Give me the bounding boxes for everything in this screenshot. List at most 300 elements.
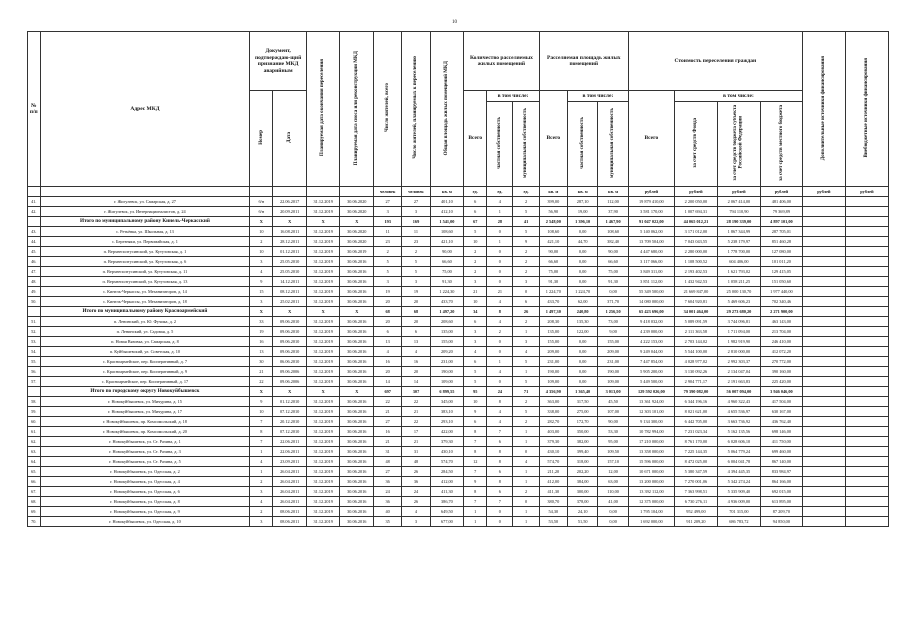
row-value	[802, 357, 845, 367]
row-value: 2	[513, 317, 539, 327]
row-value: 12,00	[598, 467, 628, 477]
row-value: 2	[513, 267, 539, 277]
row-value: 10	[464, 237, 487, 247]
row-value	[845, 517, 888, 527]
row-value: 380,70	[539, 497, 567, 507]
row-value: 4 222 153,00	[628, 337, 674, 347]
row-value: 6	[487, 467, 513, 477]
row-value: 5	[513, 227, 539, 237]
row-address: г. Новокуйбышевск, ул. Ст. Разина, д. 3	[40, 447, 250, 457]
row-value: 952 499,00	[674, 507, 717, 517]
row-value: 0	[513, 497, 539, 507]
row-value: 14.12.2011	[273, 277, 307, 287]
row-number: 57.	[28, 377, 41, 387]
row-address: г. Новокуйбышевск, пр. Комсомольский, д. 20	[40, 427, 250, 437]
row-value	[845, 407, 888, 417]
row-value: 0,00	[567, 377, 597, 387]
row-value: 53,30	[598, 427, 628, 437]
row-value: 16	[402, 357, 430, 367]
row-value: 1 224,30	[430, 287, 464, 297]
row-value: 44 065 012,21	[674, 217, 717, 227]
table-row	[28, 497, 889, 507]
row-value: 31.12.2019	[306, 327, 340, 337]
table-row	[28, 467, 889, 477]
row-value: 697	[374, 387, 402, 397]
row-value: 1 497,20	[430, 307, 464, 317]
row-number: 49.	[28, 287, 41, 297]
row-value: 36	[374, 497, 402, 507]
row-number: 53.	[28, 337, 41, 347]
row-address: с. Красноармейское, пер. Кооперативный, д. 17	[40, 377, 250, 387]
row-value: 20	[374, 317, 402, 327]
row-value: 209,00	[598, 347, 628, 357]
row-value	[802, 207, 845, 217]
row-value: 5	[464, 367, 487, 377]
row-value: 0	[513, 287, 539, 297]
row-value: 4 028 977,02	[674, 357, 717, 367]
row-value: 2 271 900,00	[760, 307, 802, 317]
row-value: 3 851 112,00	[628, 277, 674, 287]
row-value: 345,00	[430, 397, 464, 407]
row-value: 9 418 032,00	[628, 317, 674, 327]
row-value: 2	[513, 197, 539, 207]
row-value: 4	[487, 417, 513, 427]
table-row	[28, 397, 889, 407]
row-value: 27	[374, 417, 402, 427]
row-value: 0	[487, 267, 513, 277]
table-row	[28, 207, 889, 217]
row-value: 1	[513, 437, 539, 447]
table-row	[28, 287, 889, 297]
row-value: 403,00	[539, 427, 567, 437]
row-value: 411,30	[430, 487, 464, 497]
unit-cell: кв. м	[598, 187, 628, 197]
row-value: б/н	[250, 207, 273, 217]
row-value	[845, 297, 888, 307]
row-value: 151 050,60	[760, 277, 802, 287]
row-value: 0,00	[567, 357, 597, 367]
row-value: 44,70	[567, 237, 597, 247]
unit-cell	[306, 187, 340, 197]
row-value	[802, 437, 845, 447]
row-value: 8	[464, 447, 487, 457]
row-value: 157,10	[598, 457, 628, 467]
row-value: 3	[250, 517, 273, 527]
row-value: 10 782 994,00	[628, 427, 674, 437]
header-count-municipal: муниципальная собственность	[523, 107, 529, 178]
row-value: 1 224,70	[539, 287, 567, 297]
row-value	[802, 227, 845, 237]
unit-cell: рублей	[674, 187, 717, 197]
row-value: 7	[464, 437, 487, 447]
row-value: 318,00	[567, 457, 597, 467]
row-value	[845, 457, 888, 467]
row-value: 1 778 700,00	[717, 247, 760, 257]
row-value: 19,00	[567, 207, 597, 217]
row-value: 3	[464, 277, 487, 287]
row-value: 2 992 303,37	[717, 357, 760, 367]
unit-cell	[28, 187, 41, 197]
table-row	[28, 437, 889, 447]
row-value: 26.04.2011	[273, 487, 307, 497]
row-value: X	[250, 387, 273, 397]
row-value: 698 146,00	[760, 427, 802, 437]
row-value: 29 273 680,20	[717, 307, 760, 317]
row-value	[802, 457, 845, 467]
row-value	[802, 497, 845, 507]
row-value: 23	[374, 237, 402, 247]
row-value: 30.06.2016	[340, 507, 374, 517]
row-value: 122,00	[567, 327, 597, 337]
row-value: 21	[374, 437, 402, 447]
row-address: г. Новокуйбышевск, ул. Одесская, д. 2	[40, 467, 250, 477]
row-value: 3	[250, 297, 273, 307]
row-value: 209,20	[430, 347, 464, 357]
row-value: 4 239 000,00	[628, 327, 674, 337]
table-row	[28, 427, 889, 437]
row-value: 13 361 924,00	[628, 397, 674, 407]
row-value: 5 342 274,24	[717, 477, 760, 487]
row-value: 65 423 696,00	[628, 307, 674, 317]
units-row	[28, 187, 889, 197]
row-address: Итого по муниципальному району Кинель-Черкасский	[40, 217, 250, 227]
row-value: 5	[374, 267, 402, 277]
row-value: 0,00	[567, 277, 597, 287]
header-cost-incl: в том числе:	[674, 91, 802, 102]
row-value: 2 193 402,53	[674, 267, 717, 277]
row-value: 91,30	[430, 277, 464, 287]
table-row	[28, 247, 889, 257]
table-row	[28, 277, 889, 287]
unit-cell	[340, 187, 374, 197]
row-value	[845, 307, 888, 317]
row-value	[802, 247, 845, 257]
row-value: 08.06.2011	[273, 507, 307, 517]
row-value: X	[273, 217, 307, 227]
unit-cell: ед.	[487, 187, 513, 197]
row-value: 20.09.2011	[273, 207, 307, 217]
header-area-private: частная собственность	[579, 116, 585, 169]
table-row	[28, 337, 889, 347]
row-value: 73,00	[598, 317, 628, 327]
row-value: 107,00	[598, 407, 628, 417]
row-value: 911 209,20	[674, 517, 717, 527]
header-planned-demolition: Планируемая дата сноса или реконструкции МКД	[354, 50, 359, 165]
row-value: 284,50	[430, 467, 464, 477]
row-value: 1	[513, 327, 539, 337]
row-value	[845, 397, 888, 407]
row-value: 240,80	[567, 307, 597, 317]
row-address: п. Верхнеполтусинский, ул. Кутузовская, д. 11	[40, 267, 250, 277]
row-value: 574,70	[539, 457, 567, 467]
row-value: 702 340,46	[760, 297, 802, 307]
row-value: 0,00	[567, 337, 597, 347]
row-value: 30.06.2016	[340, 287, 374, 297]
row-value: 31.12.2019	[306, 237, 340, 247]
row-value: 12	[464, 457, 487, 467]
row-value: 27	[374, 197, 402, 207]
unit-cell: рублей	[802, 187, 845, 197]
row-value: 1	[487, 357, 513, 367]
row-value: 31.12.2019	[306, 497, 340, 507]
row-value: 31.12.2019	[306, 267, 340, 277]
row-value: 0,00	[567, 347, 597, 357]
row-value: 26.04.2011	[273, 467, 307, 477]
row-value: 95,00	[598, 437, 628, 447]
row-value: 19	[250, 327, 273, 337]
row-value: 6	[487, 437, 513, 447]
row-address: г. Жигулевск, ул. Интернационалистов, д. 24	[40, 207, 250, 217]
row-value: 604 406,00	[717, 257, 760, 267]
row-value	[802, 257, 845, 267]
table-row	[28, 317, 889, 327]
row-number: 66.	[28, 477, 41, 487]
row-value: 3	[250, 487, 273, 497]
row-value: 31.12.2019	[306, 207, 340, 217]
row-value: 30.06.2016	[340, 417, 374, 427]
header-budget-local: за счет средств местного бюджета	[778, 104, 784, 181]
row-value: 41,00	[598, 497, 628, 507]
row-value: 110,00	[598, 487, 628, 497]
row-value: 30.06.2016	[340, 337, 374, 347]
row-value: X	[250, 217, 273, 227]
row-value: 30.06.2016	[340, 367, 374, 377]
table-row	[28, 477, 889, 487]
row-value: 8	[487, 457, 513, 467]
row-value: 0	[487, 507, 513, 517]
row-value: 5	[513, 357, 539, 367]
row-value: 4	[250, 267, 273, 277]
row-value: 701 315,00	[717, 507, 760, 517]
row-value: 31.12.2019	[306, 297, 340, 307]
row-value: 190,00	[598, 367, 628, 377]
row-value: 68	[374, 307, 402, 317]
row-value: 6	[402, 327, 430, 337]
row-value: 0	[487, 337, 513, 347]
row-value: 01.12.2011	[273, 247, 307, 257]
row-number: 58.	[28, 397, 41, 407]
row-value: 382,00	[567, 437, 597, 447]
row-value: 4 897 101,00	[760, 217, 802, 227]
row-value: 14 080 000,00	[628, 297, 674, 307]
row-value: 30.06.2016	[340, 477, 374, 487]
row-address: г. Новокуйбышевск, ул. Одесская, д. 9	[40, 507, 250, 517]
row-value: 25.02.2011	[273, 297, 307, 307]
row-value: 1 256,50	[598, 307, 628, 317]
row-value: 31.12.2019	[306, 197, 340, 207]
row-value: 1 977 440,00	[760, 287, 802, 297]
row-value: 3	[464, 337, 487, 347]
row-value: 2	[374, 247, 402, 257]
row-value: 6 730 276,11	[674, 497, 717, 507]
row-value: 22	[402, 417, 430, 427]
row-address: г. Новокуйбышевск, ул. Мичурина, д. 15	[40, 397, 250, 407]
row-value: 4	[487, 317, 513, 327]
row-value: 2	[464, 257, 487, 267]
row-value: 5 544 100,00	[674, 347, 717, 357]
row-value	[845, 477, 888, 487]
row-number: 59.	[28, 407, 41, 417]
row-value: 30.06.2020	[340, 197, 374, 207]
row-value: 0,00	[567, 227, 597, 237]
row-value: 5	[513, 207, 539, 217]
row-value: 01.12.2010	[273, 397, 307, 407]
row-value: 26	[402, 467, 430, 477]
row-value	[845, 497, 888, 507]
row-value: 1 692 000,00	[628, 517, 674, 527]
row-value: 22.06.2011	[273, 437, 307, 447]
row-value: 379,30	[430, 437, 464, 447]
row-value	[802, 377, 845, 387]
row-value: 24	[402, 487, 430, 497]
row-value: 24	[374, 487, 402, 497]
row-value	[845, 487, 888, 497]
row-value: 4 447 680,00	[628, 247, 674, 257]
row-value: 28 190 339,00	[717, 217, 760, 227]
row-address: г. Новокуйбышевск, ул. Одесская, д. 10	[40, 517, 250, 527]
row-value: 13	[250, 347, 273, 357]
row-value: 5	[402, 257, 430, 267]
row-value: 1	[513, 367, 539, 377]
row-value: 16	[374, 427, 402, 437]
row-value: 30.06.2016	[340, 427, 374, 437]
row-value: 31.12.2019	[306, 467, 340, 477]
row-value: 129 592 026,00	[628, 387, 674, 397]
row-value: 8	[250, 427, 273, 437]
row-value: 0	[487, 377, 513, 387]
row-address: п. Верхнеполтусинский, ул. Кутузовская, д. 13	[40, 277, 250, 287]
row-value	[845, 437, 888, 447]
row-value: 5 238 179,97	[717, 237, 760, 247]
table-row	[28, 267, 889, 277]
row-value: 412,00	[430, 477, 464, 487]
unit-cell	[273, 187, 307, 197]
row-value: 3	[513, 337, 539, 347]
row-value: 3	[513, 277, 539, 287]
row-value: 22.06.2017	[273, 197, 307, 207]
row-value: 3 744 096,81	[717, 317, 760, 327]
row-value: X	[340, 387, 374, 397]
row-value: 864 166,00	[760, 477, 802, 487]
row-value: 27	[374, 467, 402, 477]
row-value: 34 001 464,00	[674, 307, 717, 317]
row-value: 649,50	[430, 507, 464, 517]
row-value: 75,00	[430, 267, 464, 277]
unit-cell: кв. м	[430, 187, 464, 197]
row-value: 412 072,20	[760, 347, 802, 357]
row-number: 64.	[28, 457, 41, 467]
row-value: 384,00	[567, 477, 597, 487]
row-value	[802, 287, 845, 297]
row-value: 4	[402, 507, 430, 517]
table-row	[28, 327, 889, 337]
unit-cell	[250, 187, 273, 197]
row-value: 07.12.2010	[273, 407, 307, 417]
row-value: 90,00	[598, 247, 628, 257]
row-value: 109,00	[430, 377, 464, 387]
table-row	[28, 367, 889, 377]
row-value: 3 171 012,00	[674, 227, 717, 237]
row-value: 90,00	[430, 247, 464, 257]
row-value: 75,00	[539, 267, 567, 277]
row-value: 1	[513, 477, 539, 487]
row-number: 42.	[28, 207, 41, 217]
row-value: 10	[250, 227, 273, 237]
header-address: Адрес МКД	[40, 32, 250, 187]
row-value: 30.06.2016	[340, 397, 374, 407]
row-value: 677,00	[430, 517, 464, 527]
row-value: 21	[402, 407, 430, 417]
row-value: 5	[513, 407, 539, 417]
row-value: 4	[487, 367, 513, 377]
header-doc-number: Номер	[258, 129, 264, 145]
row-value: 09.06.2010	[273, 317, 307, 327]
row-value: 867 140,00	[760, 457, 802, 467]
row-number: 44.	[28, 237, 41, 247]
row-value: 5 162 135,56	[717, 427, 760, 437]
row-value: X	[273, 387, 307, 397]
row-value: 7 604 920,81	[674, 297, 717, 307]
row-value: 1	[513, 517, 539, 527]
row-value: 5	[464, 377, 487, 387]
row-value: 9	[513, 237, 539, 247]
row-address: п. Ленинский, ул. Ю. Фучика, д. 2	[40, 317, 250, 327]
row-value: 8 021 621,00	[674, 407, 717, 417]
header-num: № п/п	[28, 32, 41, 187]
row-value: 21	[402, 437, 430, 447]
row-value: 231,00	[430, 357, 464, 367]
row-value: 48	[402, 457, 430, 467]
row-value: 0	[487, 227, 513, 237]
row-value: 0,00	[567, 247, 597, 257]
row-value: 3 130 092,26	[674, 367, 717, 377]
row-value: 22.06.2011	[273, 447, 307, 457]
row-value: 463 143,00	[760, 317, 802, 327]
unit-cell: рублей	[845, 187, 888, 197]
row-value	[845, 337, 888, 347]
row-value: 833 984,97	[760, 467, 802, 477]
row-value: 20	[402, 367, 430, 377]
row-value: 127 080,00	[760, 247, 802, 257]
row-value: X	[340, 307, 374, 317]
row-value	[845, 417, 888, 427]
row-value: 30.06.2016	[340, 317, 374, 327]
row-value: 0	[513, 447, 539, 457]
row-value: 5 469 606,23	[717, 297, 760, 307]
row-value	[802, 237, 845, 247]
row-address: г. Новокуйбышевск, ул. Одесская, д. 4	[40, 477, 250, 487]
row-number: 50.	[28, 297, 41, 307]
unit-cell	[40, 187, 250, 197]
row-value: 1 497,30	[539, 307, 567, 317]
row-value: 7	[464, 467, 487, 477]
row-value: 2 904 771,17	[674, 377, 717, 387]
row-value: 5 380 347,59	[674, 467, 717, 477]
row-value: 417 504,00	[760, 397, 802, 407]
row-value: 30.06.2016	[340, 447, 374, 457]
row-value: 30.06.2016	[340, 497, 374, 507]
header-count-group: Количество расселяемых жилых помещений	[464, 32, 539, 91]
row-address: г. Жигулевск, ул. Самарская, д. 27	[40, 197, 250, 207]
row-value: 8	[464, 487, 487, 497]
row-value: 0,00	[598, 507, 628, 517]
row-value: 23	[402, 237, 430, 247]
row-value: 30.06.2016	[340, 277, 374, 287]
row-value: 300,00	[567, 487, 597, 497]
row-value: 5 064 779,24	[717, 447, 760, 457]
row-value	[802, 397, 845, 407]
header-area-incl: в том числе:	[567, 91, 628, 102]
